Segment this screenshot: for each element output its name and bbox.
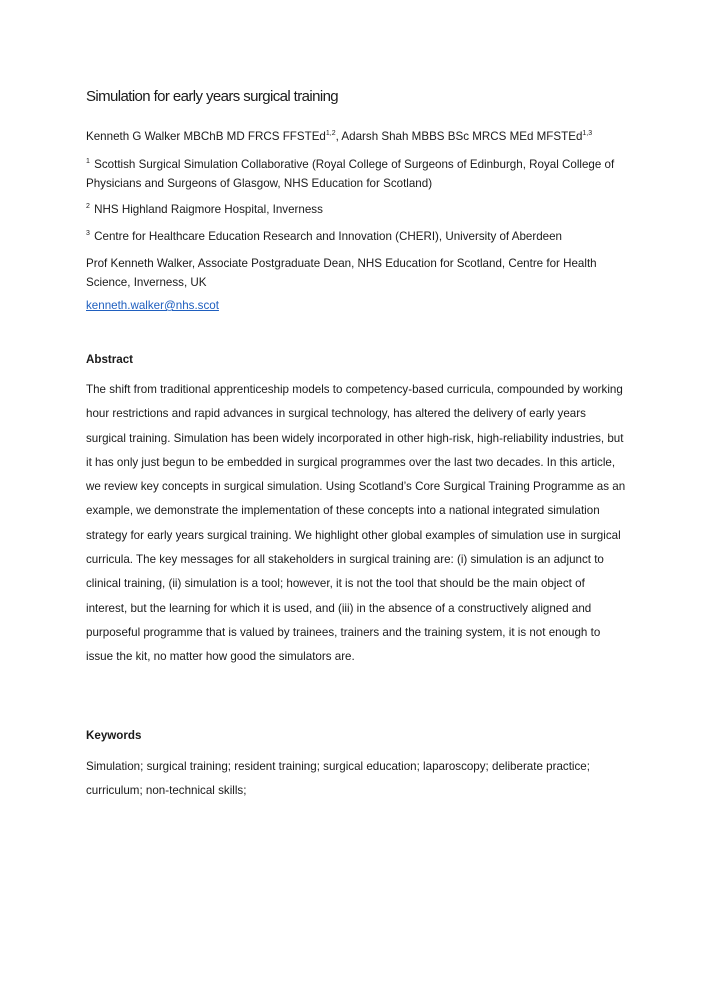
abstract-heading: Abstract [86,353,134,366]
author-1: Kenneth G Walker MBChB MD FRCS FFSTEd [86,130,326,143]
affiliation-number: 2 [86,203,90,211]
affiliation-text: NHS Highland Raigmore Hospital, Inverness [94,203,323,216]
affiliation-number: 3 [86,230,90,238]
affiliation-number: 1 [86,158,90,166]
author-1-affiliation-marks: 1,2 [325,130,336,138]
author-2-affiliation-marks: 1,3 [582,130,593,138]
keywords-heading: Keywords [86,729,142,742]
abstract-body: The shift from traditional apprenticeship models to competency-based curricula, compounded by working hour restrictions and rapid advances in surgical technology, has altered the delivery of early years surgical training. Simulation has been widely incorporated in other high-risk, high-reliability industries, but it has only just begun to be embedded in surgical programmes over the last two decades. In this article, we review key concepts in surgical simulation. Using Scotland’s Core Surgical Training Programme as an example, we demonstrate the implementation of these concepts into a national integrated simulation strategy for early years surgical training. We highlight other global examples of simulation use in surgical curricula. The key messages for all stakeholders in surgical training are: (i) simulation is an adjunct to clinical training, (ii) simulation is a tool; however, it is not the tool that should be the main object of interest, but the learning for which it is used, and (iii) in the absence of a constructively aligned and purposeful programme that is valued by trainees, trainers and the training system, it is not enough to issue the kit, no matter how good the simulators are. [86,383,626,664]
corresponding-author: Prof Kenneth Walker, Associate Postgraduate Dean, NHS Education for Scotland, Centre for Health Science, Inverness, UK [86,257,597,289]
affiliation-3 [86,227,626,246]
author-separator: , [335,130,342,143]
affiliation-text: Scottish Surgical Simulation Collaborative (Royal College of Surgeons of Edinburgh, Royal College of Physicians and Surgeons of Glasgow, NHS Education for Scotland) [86,158,615,190]
affiliation-1 [86,155,626,193]
author-list [86,130,592,143]
affiliation-2 [86,200,626,219]
keywords-body: Simulation; surgical training; resident training; surgical education; laparoscopy; deliberate practice; curriculum; non-technical skills; [86,760,590,798]
email-link[interactable]: kenneth.walker@nhs.scot [86,299,219,312]
author-2: Adarsh Shah MBBS BSc MRCS MEd MFSTEd [341,130,583,143]
affiliation-text: Centre for Healthcare Education Research and Innovation (CHERI), University of Aberdeen [94,230,562,243]
paper-title: Simulation for early years surgical training [86,88,339,105]
